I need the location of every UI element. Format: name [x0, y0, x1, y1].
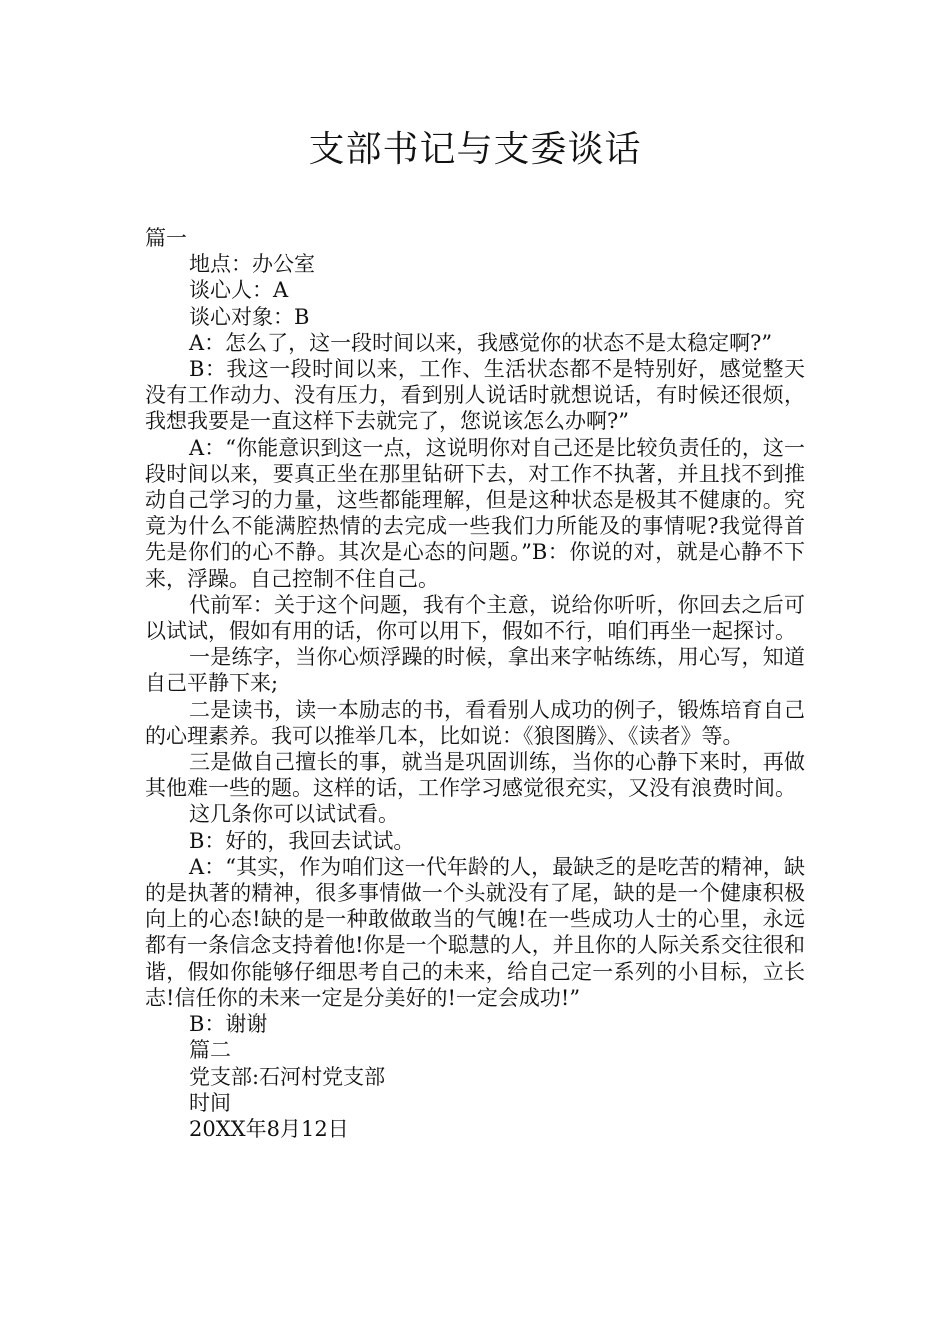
advice-item: 二是读书，读一本励志的书，看看别人成功的例子，锻炼培育自己的心理素养。我可以推举几本，比如说：《狼图腾》、《读者》等。: [145, 697, 805, 748]
section-heading: 篇二: [189, 1038, 231, 1063]
dialogue-paragraph: 代前军：关于这个问题，我有个主意，说给你听听，你回去之后可以试试，假如有用的话，你可以用下，假如不行，咱们再坐一起探讨。: [145, 592, 805, 644]
meta-listener: 谈心对象：B: [189, 304, 310, 329]
meta-date: 20XX年8月12日: [189, 1116, 349, 1141]
dialogue-paragraph: A：“你能意识到这一点，这说明你对自己还是比较负责任的，这一段时间以来，要真正坐在那里钻研下去，对工作不执著，并且找不到推动自己学习的力量，这些都能理解，但是这种状态是极其不健康的。究竟为什么不能满腔热情的去完成一些我们力所能及的事情呢?我觉得首先是你们的心不静。其次是心态的问题。”B：你说的对，就是心静不下来，浮躁。自己控制不住自己。: [145, 435, 805, 591]
section-heading: 篇一: [145, 226, 187, 250]
dialogue-paragraph: B：好的，我回去试试。: [189, 828, 415, 853]
meta-time-label: 时间: [189, 1090, 231, 1115]
advice-item: 三是做自己擅长的事，就当是巩固训练，当你的心静下来时，再做其他难一些的题。这样的话，工作学习感觉很充实，又没有浪费时间。: [145, 750, 805, 801]
dialogue-paragraph: A：怎么了，这一段时间以来，我感觉你的状态不是太稳定啊?”: [189, 330, 773, 355]
dialogue-paragraph: 这几条你可以试试看。: [189, 802, 399, 827]
document-body: [145, 225, 805, 1142]
dialogue-paragraph: B：我这一段时间以来，工作、生活状态都不是特别好，感觉整天没有工作动力、没有压力，看到别人说话时就想说话，有时候还很烦，我想我要是一直这样下去就完了，您说该怎么办啊?”: [145, 357, 805, 434]
advice-item: 一是练字，当你心烦浮躁的时候，拿出来字帖练练，用心写，知道自己平静下来;: [145, 645, 805, 696]
document-title: 支部书记与支委谈话: [308, 129, 642, 170]
dialogue-paragraph: B：谢谢: [189, 1012, 268, 1037]
meta-branch: 党支部:石河村党支部: [189, 1064, 386, 1089]
meta-speaker: 谈心人：A: [189, 278, 289, 303]
meta-location: 地点：办公室: [189, 252, 315, 277]
dialogue-paragraph: A：“其实，作为咱们这一代年龄的人，最缺乏的是吃苦的精神，缺的是执著的精神，很多事情做一个头就没有了尾，缺的是一个健康积极向上的心态!缺的是一种敢做敢当的气魄!在一些成功人士的心里，永远都有一条信念支持着他!你是一个聪慧的人，并且你的人际关系交往很和谐，假如你能够仔细思考自己的未来，给自己定一系列的小目标，立长志!信任你的未来一定是分美好的!一定会成功!”: [145, 854, 805, 1010]
